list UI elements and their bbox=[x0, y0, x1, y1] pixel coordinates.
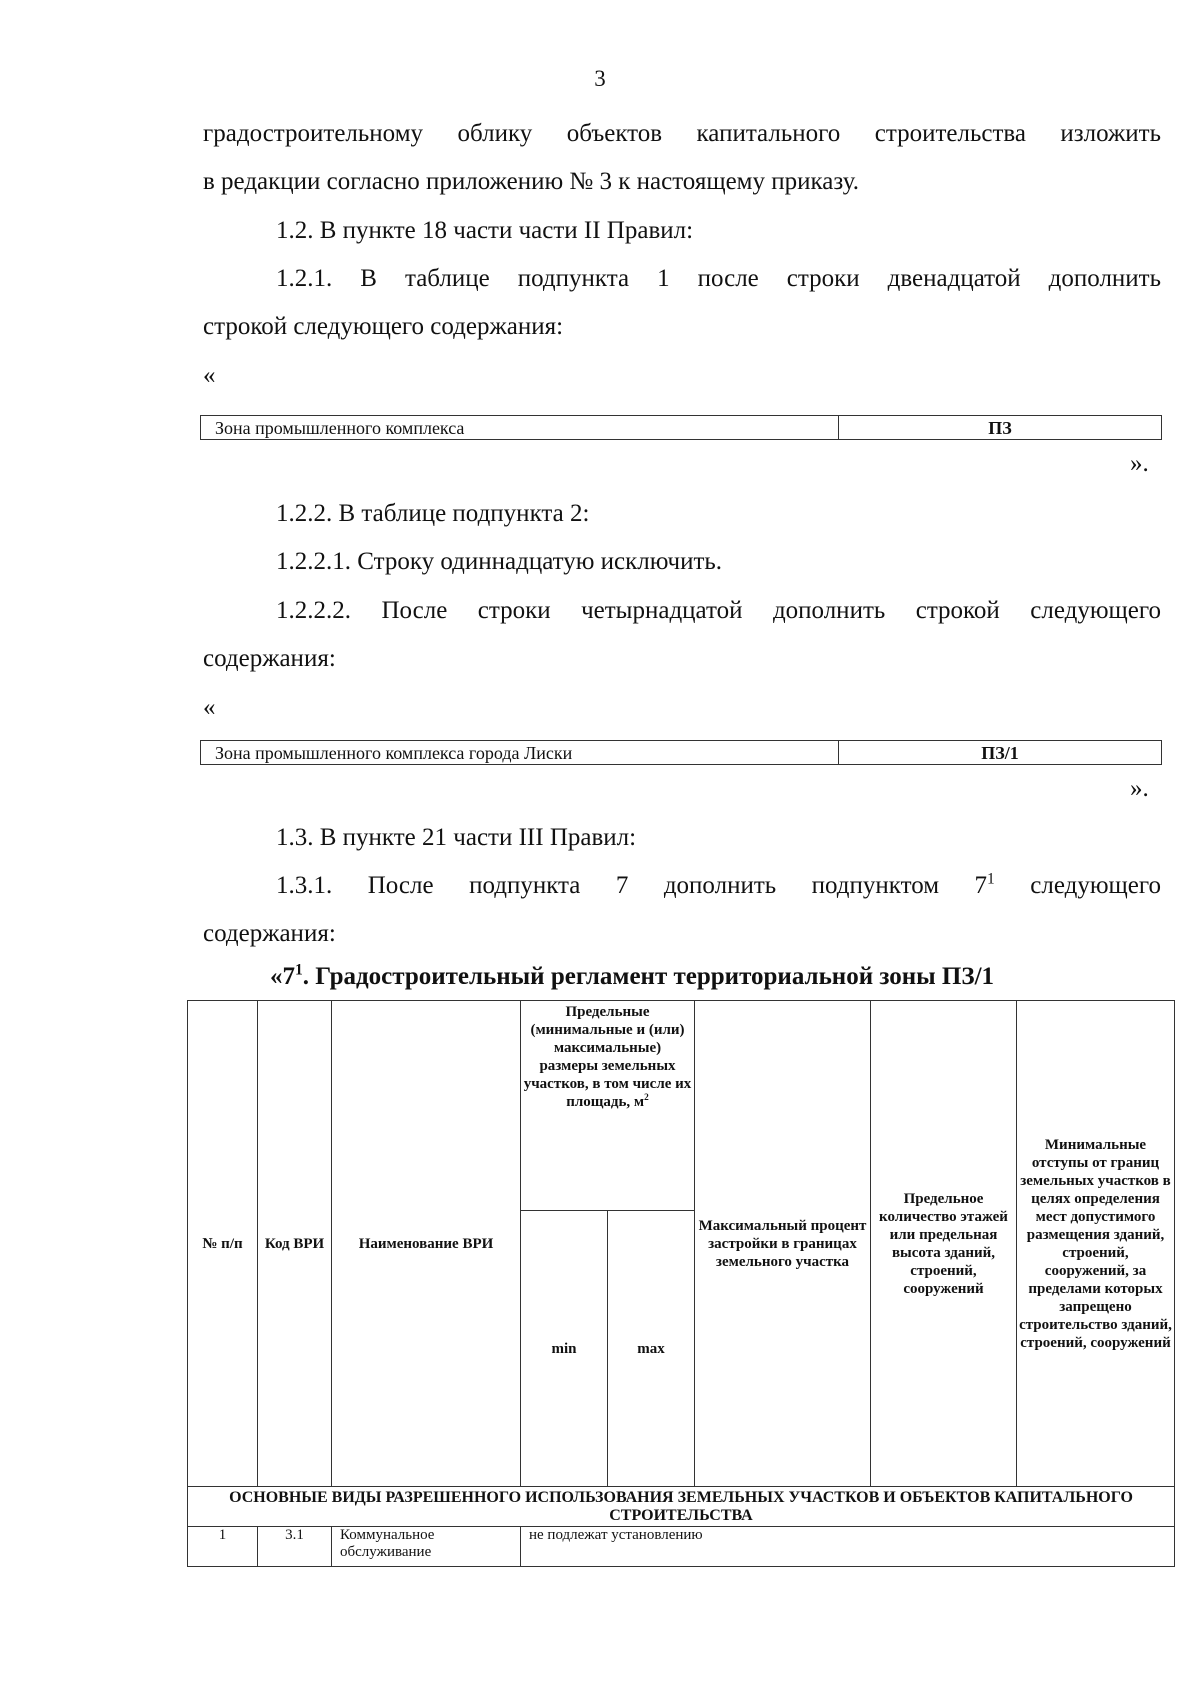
header-percent: Максимальный процент застройки в границах земельного участка bbox=[695, 1001, 871, 1487]
table-row bbox=[201, 741, 1162, 765]
header-setbacks: Минимальные отступы от границ земельных участков в целях определения мест допустимого размещения зданий, строений, сооружений, за пределами которых запрещено строительство зданий, строений, сооружений bbox=[1017, 1001, 1175, 1487]
header-size bbox=[521, 1001, 695, 1211]
header-max: max bbox=[608, 1211, 695, 1487]
paragraph-line bbox=[276, 872, 1161, 900]
header-name: Наименование ВРИ bbox=[332, 1001, 521, 1487]
superscript: 1 bbox=[987, 870, 995, 888]
superscript: 1 bbox=[295, 961, 303, 979]
table-row bbox=[201, 416, 1162, 440]
zone-table-2 bbox=[200, 740, 1162, 765]
regulation-table bbox=[187, 1000, 1175, 1567]
close-quote: ». bbox=[1130, 450, 1149, 477]
paragraph-line: 1.2. В пункте 18 части части II Правил: bbox=[276, 217, 694, 244]
header-size-text: Предельные (минимальные и (или) максимальные) размеры земельных участков, в том числе их площадь, м bbox=[523, 1004, 692, 1110]
header-row bbox=[188, 1001, 1175, 1211]
paragraph-line: содержания: bbox=[203, 645, 336, 672]
zone-table-1 bbox=[200, 415, 1162, 440]
header-min: min bbox=[521, 1211, 608, 1487]
close-quote: ». bbox=[1130, 775, 1149, 802]
paragraph-line: в редакции согласно приложению № 3 к настоящему приказу. bbox=[203, 168, 859, 195]
paragraph-line: строкой следующего содержания: bbox=[203, 313, 564, 340]
title-text: . Градостроительный регламент территориальной зоны ПЗ/1 bbox=[302, 963, 995, 990]
paragraph-line: содержания: bbox=[203, 920, 336, 947]
superscript: 2 bbox=[644, 1093, 649, 1103]
row-code: 3.1 bbox=[258, 1527, 332, 1567]
header-code: Код ВРИ bbox=[258, 1001, 332, 1487]
zone-name-cell: Зона промышленного комплекса bbox=[201, 416, 839, 440]
zone-name-cell: Зона промышленного комплекса города Лиски bbox=[201, 741, 839, 765]
paragraph-line: 1.2.1. В таблице подпункта 1 после строки двенадцатой дополнить bbox=[276, 265, 1161, 292]
paragraph-line: градостроительному облику объектов капитального строительства изложить bbox=[203, 120, 1161, 147]
paragraph-text: следующего bbox=[994, 872, 1161, 899]
page-number: 3 bbox=[594, 66, 606, 91]
section-title: ОСНОВНЫЕ ВИДЫ РАЗРЕШЕННОГО ИСПОЛЬЗОВАНИЯ ЗЕМЕЛЬНЫХ УЧАСТКОВ И ОБЪЕКТОВ КАПИТАЛЬНОГО СТРОИТЕЛЬСТВА bbox=[188, 1487, 1175, 1527]
table-row bbox=[188, 1527, 1175, 1567]
row-num: 1 bbox=[188, 1527, 258, 1567]
paragraph-text: 1.3.1. После подпункта 7 дополнить подпунктом 7 bbox=[276, 872, 988, 899]
paragraph-line: 1.2.2. В таблице подпункта 2: bbox=[276, 500, 590, 527]
paragraph-line: 1.3. В пункте 21 части III Правил: bbox=[276, 824, 637, 851]
section-row bbox=[188, 1487, 1175, 1527]
open-quote: « bbox=[203, 362, 216, 389]
title-prefix: «7 bbox=[270, 963, 295, 990]
header-floors: Предельное количество этажей или предельная высота зданий, строений, сооружений bbox=[871, 1001, 1017, 1487]
open-quote: « bbox=[203, 694, 216, 721]
zone-code-cell: ПЗ/1 bbox=[839, 741, 1162, 765]
paragraph-line: 1.2.2.2. После строки четырнадцатой дополнить строкой следующего bbox=[276, 597, 1161, 624]
row-name: Коммунальное обслуживание bbox=[332, 1527, 521, 1567]
paragraph-line: 1.2.2.1. Строку одиннадцатую исключить. bbox=[276, 548, 723, 575]
regulation-title bbox=[270, 963, 994, 991]
header-num: № п/п bbox=[188, 1001, 258, 1487]
row-value: не подлежат установлению bbox=[521, 1527, 1175, 1567]
zone-code-cell: ПЗ bbox=[839, 416, 1162, 440]
